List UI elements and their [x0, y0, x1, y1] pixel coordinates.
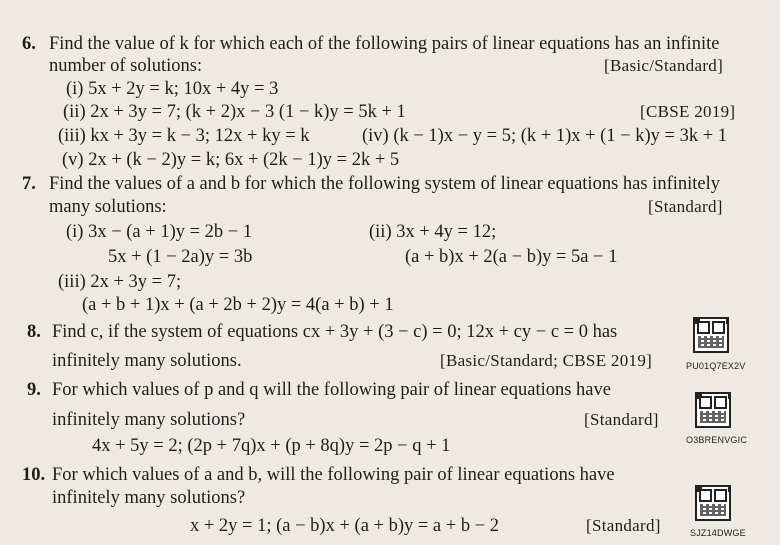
question-text: Find the values of a and b for which the following system of linear equations has infinitely: [49, 174, 720, 194]
qr-code-label: SJZ14DWGE: [690, 528, 746, 538]
difficulty-tag: [Basic/Standard]: [604, 56, 724, 75]
question-number: 8.: [27, 322, 41, 342]
question-text: infinitely many solutions?: [52, 488, 246, 508]
sub-question-line: (a + b + 1)x + (a + 2b + 2)y = 4(a + b) + 1: [82, 295, 394, 315]
qr-code-icon: [695, 485, 731, 521]
difficulty-tag: [Standard]: [648, 197, 723, 216]
difficulty-tag: [Standard]: [586, 516, 661, 535]
difficulty-tag: [Standard]: [584, 410, 659, 429]
question-text: Find the value of k for which each of the following pairs of linear equations has an infinite: [49, 34, 720, 54]
qr-code-label: O3BRENVGIC: [686, 435, 748, 445]
question-text: infinitely many solutions?: [52, 410, 246, 430]
qr-code-label: PU01Q7EX2V: [686, 361, 746, 371]
sub-question: (i) 3x − (a + 1)y = 2b − 1: [66, 222, 253, 242]
question-text: For which values of a and b, will the following pair of linear equations have: [52, 465, 615, 485]
equation: 4x + 5y = 2; (2p + 7q)x + (p + 8q)y = 2p − q + 1: [92, 436, 451, 456]
source-tag: [CBSE 2019]: [640, 102, 736, 121]
question-text: For which values of p and q will the following pair of linear equations have: [52, 380, 611, 400]
difficulty-tag: [Basic/Standard; CBSE 2019]: [440, 351, 653, 370]
sub-question: (ii) 2x + 3y = 7; (k + 2)x − 3 (1 − k)y = 5k + 1: [63, 102, 406, 122]
sub-question: (v) 2x + (k − 2)y = k; 6x + (2k − 1)y = 2k + 5: [62, 150, 400, 170]
question-number: 7.: [22, 174, 36, 194]
sub-question-line: (a + b)x + 2(a − b)y = 5a − 1: [405, 247, 618, 267]
question-text: number of solutions:: [49, 56, 203, 76]
question-number: 10.: [22, 465, 46, 485]
question-number: 6.: [22, 34, 36, 54]
qr-code-icon: [695, 392, 731, 428]
sub-question: (iii) 2x + 3y = 7;: [58, 272, 182, 292]
question-text: many solutions:: [49, 197, 167, 217]
sub-question: (iv) (k − 1)x − y = 5; (k + 1)x + (1 − k)y = 3k + 1: [362, 126, 728, 146]
question-text: Find c, if the system of equations cx + 3y + (3 − c) = 0; 12x + cy − c = 0 has: [52, 322, 618, 342]
sub-question: (i) 5x + 2y = k; 10x + 4y = 3: [66, 79, 279, 99]
sub-question: (iii) kx + 3y = k − 3; 12x + ky = k: [58, 126, 310, 146]
equation: x + 2y = 1; (a − b)x + (a + b)y = a + b − 2: [190, 516, 500, 536]
question-text: infinitely many solutions.: [52, 351, 242, 371]
qr-code-icon: [693, 317, 729, 353]
question-number: 9.: [27, 380, 41, 400]
sub-question-line: 5x + (1 − 2a)y = 3b: [108, 247, 253, 267]
sub-question: (ii) 3x + 4y = 12;: [369, 222, 497, 242]
